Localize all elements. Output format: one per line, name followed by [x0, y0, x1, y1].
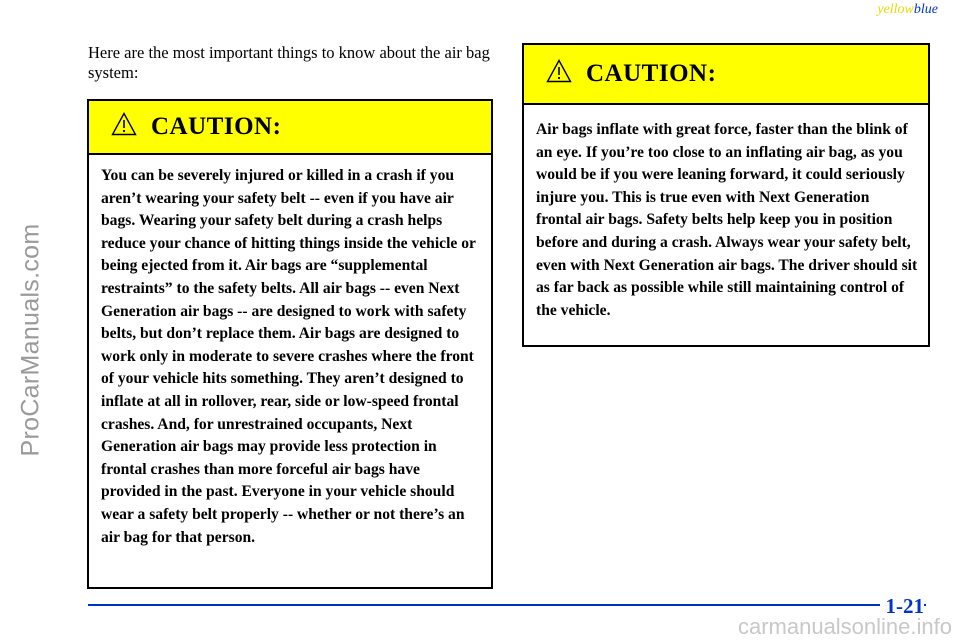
watermark-text: ProCarManuals.com	[16, 223, 45, 457]
caution-box-left	[87, 99, 493, 589]
caution-body-right: Air bags inflate with great force, faster than the blink of an eye. If you’re too close to an inflating air bag, as you would be if you were leaning forward, it could seriously injure you. This is true even with Next Generation frontal air bags. Safety belts help keep you in position before and during a crash. Always wear your safety belt, even with Next Generation air bags. The driver should sit as far back as possible while still maintaining control of the vehicle.	[536, 121, 918, 319]
footer-rule	[88, 604, 926, 606]
caution-header-left	[89, 101, 491, 155]
side-watermark	[0, 0, 60, 640]
tag-blue: blue	[913, 2, 938, 17]
tag-yellow: yellow	[877, 2, 914, 17]
warning-triangle-icon	[546, 59, 572, 83]
caution-header-right	[524, 45, 928, 105]
caution-box-right	[522, 43, 930, 347]
page-color-tag	[877, 2, 938, 18]
caution-title-right: CAUTION:	[586, 60, 717, 87]
warning-triangle-icon	[111, 112, 137, 136]
caution-title-left: CAUTION:	[151, 113, 282, 140]
footer-url: carmanualsonline.info	[737, 614, 952, 639]
caution-body-left: You can be severely injured or killed in a crash if you aren’t wearing your safety belt -- even if you have air bags. Wearing your safety belt during a crash helps reduce your chance of hitting things inside the vehicle or being ejected from it. Air bags are “supplemental restraints” to the safety belts. All air bags -- even Next Generation air bags -- are designed to work with safety belts, but don’t replace them. Air bags are designed to work only in moderate to severe crashes where the front of your vehicle hits something. They aren’t designed to inflate at all in rollover, rear, side or low-speed frontal crashes. And, for unrestrained occupants, Next Generation air bags may provide less protection in frontal crashes than more forceful air bags have provided in the past. Everyone in your vehicle should wear a safety belt properly -- whether or not there’s an air bag for that person.	[101, 167, 476, 546]
intro-paragraph: Here are the most important things to know about the air bag system:	[88, 43, 490, 82]
page-number: 1-21	[880, 594, 925, 619]
